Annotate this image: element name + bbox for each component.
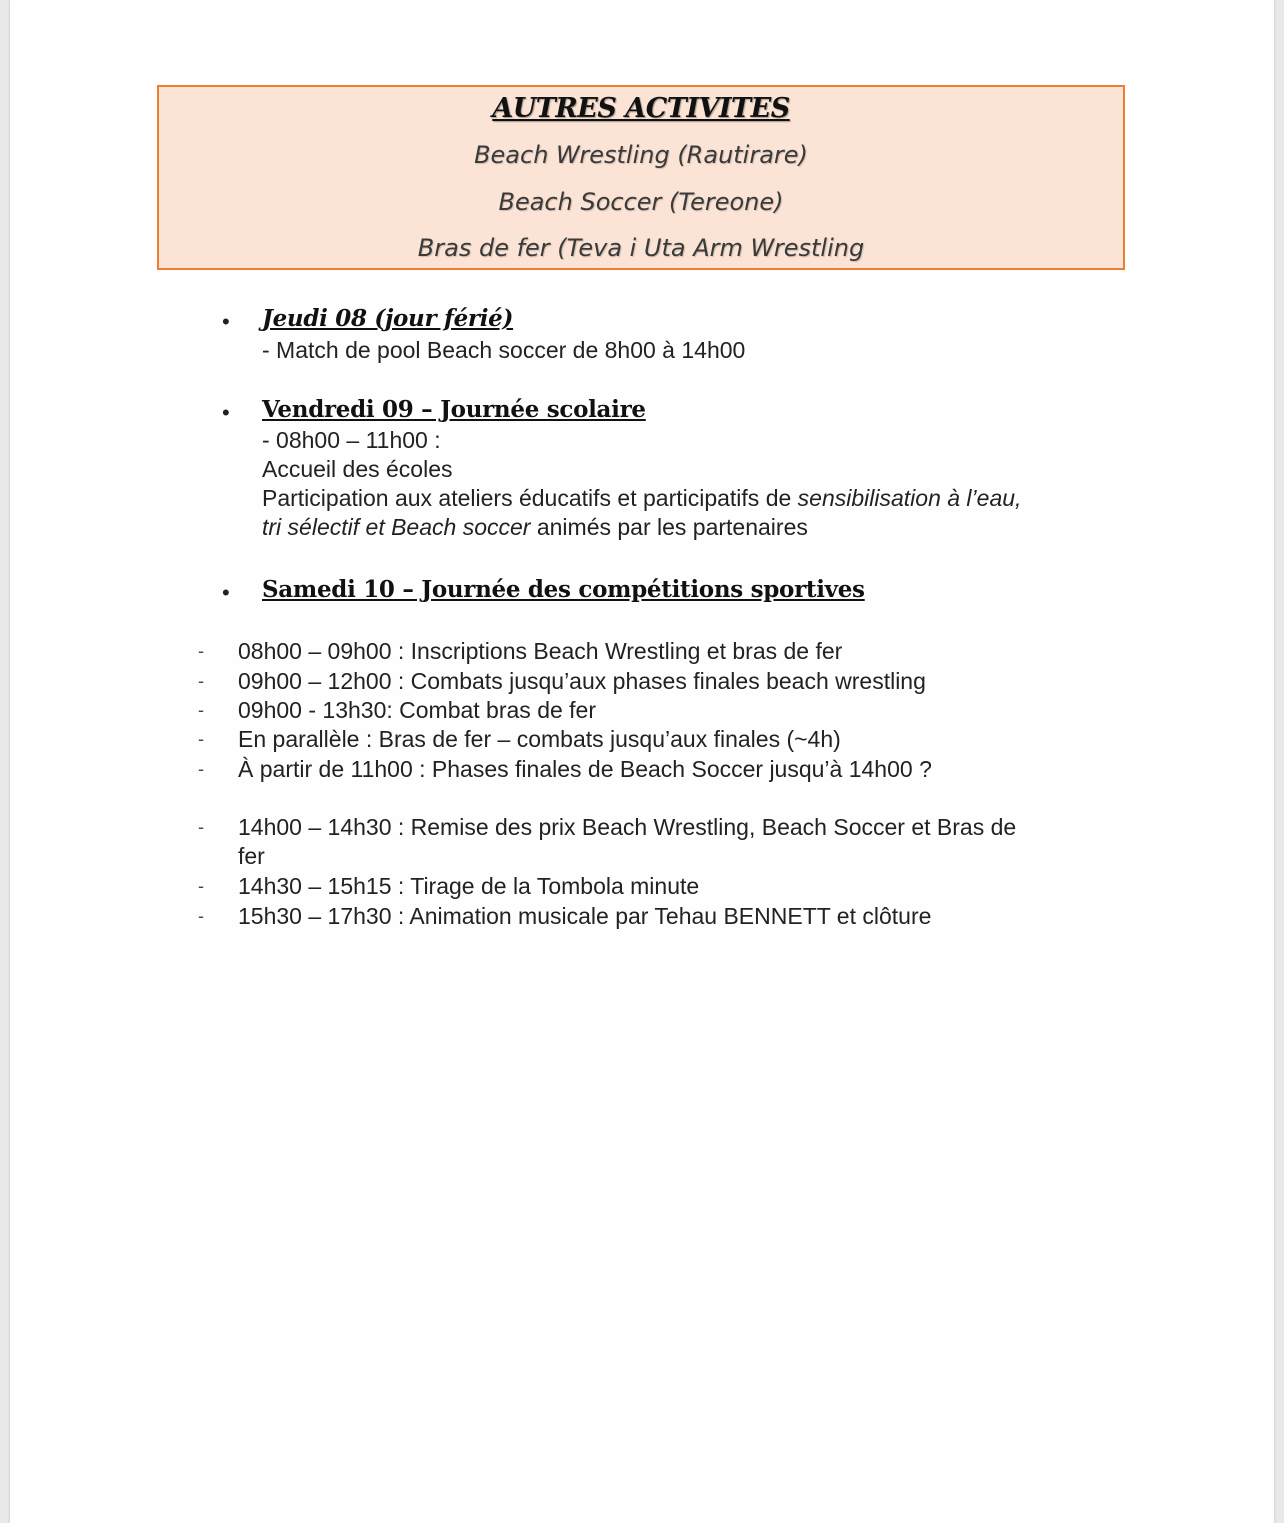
activity-line: Beach Wrestling (Rautirare) [474,141,808,169]
schedule-item: 14h30 – 15h15 : Tirage de la Tombola minute [238,873,700,899]
bullet-icon: • [222,309,230,334]
day-heading-samedi: Samedi 10 – Journée des compétitions sportives [262,576,865,603]
dash-icon: - [198,876,204,896]
para-text: Participation aux ateliers éducatifs et participatifs de [262,485,798,511]
autres-activites-box [157,85,1125,270]
dash-icon: - [198,906,204,926]
day-heading-vendredi: Vendredi 09 – Journée scolaire [262,396,646,423]
bullet-icon: • [222,580,230,605]
day-paragraph-line [262,484,1021,513]
dash-icon: - [198,700,204,720]
day-heading-jeudi: Jeudi 08 (jour férié) [262,305,514,332]
schedule-item: 15h30 – 17h30 : Animation musicale par Tehau BENNETT et clôture [238,903,932,929]
schedule-item: 09h00 – 12h00 : Combats jusqu’aux phases finales beach wrestling [238,668,926,694]
day-paragraph-line [262,513,808,542]
day-line: - Match de pool Beach soccer de 8h00 à 14h00 [262,337,746,363]
schedule-item: 08h00 – 09h00 : Inscriptions Beach Wrestling et bras de fer [238,638,843,664]
box-title: AUTRES ACTIVITES [492,93,790,124]
activity-line: Beach Soccer (Tereone) [498,188,784,216]
para-italic-text: tri sélectif et Beach soccer [262,514,531,540]
para-italic-text: sensibilisation à l’eau, [797,485,1022,511]
day-line: - 08h00 – 11h00 : [262,427,441,453]
para-text: animés par les partenaires [530,514,808,540]
schedule-item: En parallèle : Bras de fer – combats jusqu’aux finales (~4h) [238,726,841,752]
day-line: Accueil des écoles [262,456,453,482]
schedule-item-continuation: fer [238,843,265,869]
dash-icon: - [198,641,204,661]
dash-icon: - [198,817,204,837]
schedule-item: 14h00 – 14h30 : Remise des prix Beach Wrestling, Beach Soccer et Bras de [238,814,1017,840]
dash-icon: - [198,671,204,691]
dash-icon: - [198,729,204,749]
activity-line: Bras de fer (Teva i Uta Arm Wrestling [417,234,865,262]
bullet-icon: • [222,400,230,425]
dash-icon: - [198,759,204,779]
schedule-item: À partir de 11h00 : Phases finales de Beach Soccer jusqu’à 14h00 ? [238,756,932,782]
document-page [10,0,1274,1523]
schedule-item: 09h00 - 13h30: Combat bras de fer [238,697,597,723]
